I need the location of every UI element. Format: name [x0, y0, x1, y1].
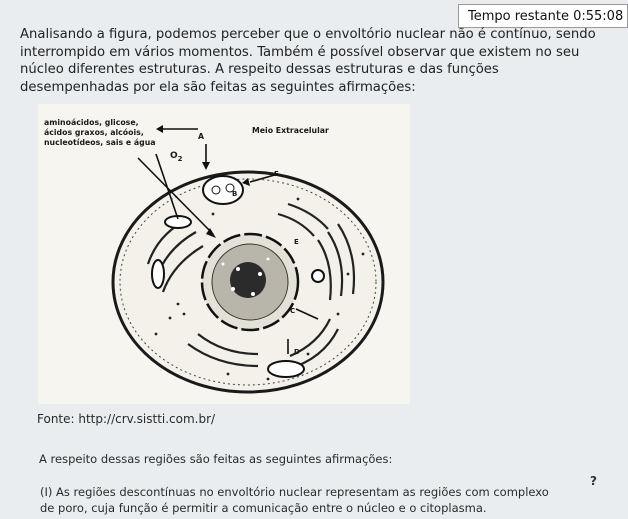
- label-substances-2: ácidos graxos, alcóois,: [44, 128, 144, 137]
- label-substances-1: aminoácidos, glicose,: [44, 118, 139, 127]
- help-button[interactable]: ?: [590, 474, 597, 488]
- label-substances-3: nucleotídeos, sais e água: [44, 138, 156, 147]
- time-remaining: [458, 4, 628, 28]
- o2-text: O: [170, 151, 178, 161]
- letter-f: F: [274, 170, 279, 178]
- letter-b: B: [232, 190, 238, 198]
- cell-figure: [38, 104, 410, 404]
- letter-d: D: [294, 348, 300, 356]
- o2-subscript: 2: [177, 154, 183, 163]
- label-extracellular: Meio Extracelular: [252, 126, 329, 135]
- timer-label: Tempo restante: [468, 9, 569, 24]
- statements-intro: A respeito dessas regiões são feitas as seguintes afirmações:: [39, 452, 393, 466]
- question-text: Analisando a figura, podemos perceber que o envoltório nuclear não é contínuo, sendo interrompido em vários momentos. Também é possível observar que existem no seu núcleo diferentes estruturas. A respeito dessas estruturas e das funções desempenhadas por ela são feitas as seguintes afirmações:: [20, 27, 596, 95]
- letter-a: A: [198, 132, 205, 141]
- statement-1: (I) As regiões descontínuas no envoltório nuclear representam as regiões com complexo de poro, cuja função é permitir a comunicação entre o núcleo e o citoplasma.: [40, 485, 549, 515]
- timer-value: 0:55:08: [573, 9, 624, 24]
- label-o2: [170, 152, 183, 164]
- figure-source: Fonte: http://crv.sistti.com.br/: [37, 412, 216, 426]
- letter-e: E: [294, 238, 299, 246]
- letter-c: C: [290, 307, 296, 315]
- cell-diagram: [38, 104, 410, 404]
